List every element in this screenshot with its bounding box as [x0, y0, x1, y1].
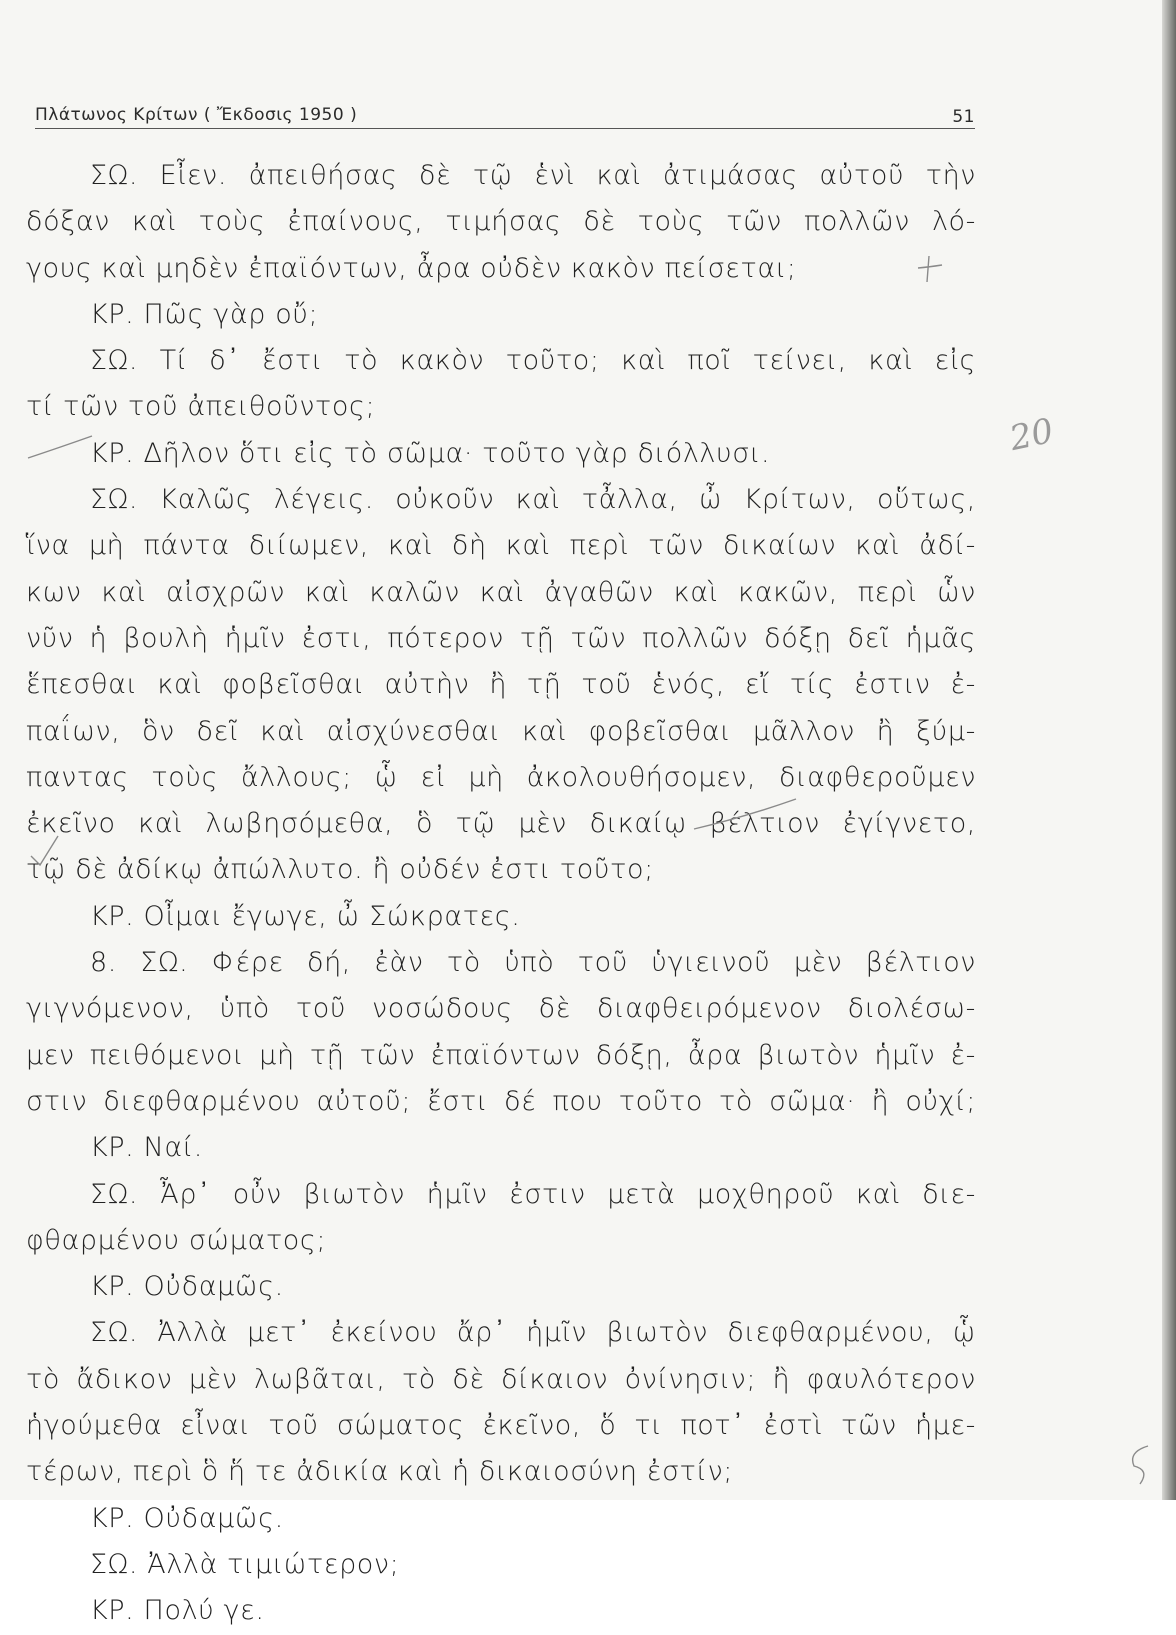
text-line-content: στιν διεφθαρμένου αὐτοῦ; ἔστι δέ που τοῦτο τὸ σῶμα· ἢ οὐχί;: [26, 1085, 976, 1117]
text-line-content: ΚΡ. Οὐδαμῶς.: [90, 1502, 284, 1534]
text-line: [26, 1449, 976, 1495]
text-line-content: δόξαν καὶ τοὺς ἐπαίνους, τιμήσας δὲ τοὺς τῶν πολλῶν λό-: [26, 206, 976, 238]
text-line-content: τῷ δὲ ἀδίκῳ ἀπώλλυτο. ἢ οὐδέν ἐστι τοῦτο;: [26, 854, 654, 886]
text-line-content: φθαρμένου σώματος;: [26, 1224, 327, 1256]
text-line-content: ΣΩ. Ἆρ᾽ οὖν βιωτὸν ἡμῖν ἐστιν μετὰ μοχθηροῦ καὶ διε-: [90, 1178, 976, 1210]
pencil-check-mark: [28, 832, 68, 872]
text-line-content: νῦν ἡ βουλὴ ἡμῖν ἐστι, πότερον τῇ τῶν πολλῶν δόξῃ δεῖ ἡμᾶς: [26, 622, 976, 654]
page-number: 51: [952, 107, 975, 127]
text-line: [26, 1172, 976, 1218]
text-line-content: 8. ΣΩ. Φέρε δή, ἐὰν τὸ ὑπὸ τοῦ ὑγιεινοῦ μὲν βέλτιον: [90, 947, 976, 979]
text-line: [26, 523, 976, 569]
text-line: [26, 570, 976, 616]
page-edge-shadow: [1162, 0, 1176, 1500]
text-line: [26, 384, 976, 430]
pencil-underline-mark: [690, 795, 800, 835]
text-line: [26, 1079, 976, 1125]
text-line: [26, 801, 976, 847]
pencil-dash-mark: [26, 433, 96, 463]
text-line: [26, 1496, 976, 1542]
text-line: [26, 292, 976, 338]
text-line-content: παντας τοὺς ἄλλους; ᾧ εἰ μὴ ἀκολουθήσομεν, διαφθεροῦμεν: [26, 761, 976, 793]
text-line: [26, 1403, 976, 1449]
text-line: [26, 894, 976, 940]
text-line: [26, 755, 976, 801]
text-line: [26, 847, 976, 893]
text-line-content: τί τῶν τοῦ ἀπειθοῦντος;: [26, 391, 376, 423]
text-line-content: ἡγούμεθα εἶναι τοῦ σώματος ἐκεῖνο, ὅ τι ποτ᾽ ἐστὶ τῶν ἡμε-: [26, 1410, 976, 1442]
text-line: [26, 1588, 976, 1634]
text-line-content: ΣΩ. Τί δ᾽ ἔστι τὸ κακὸν τοῦτο; καὶ ποῖ τείνει, καὶ εἰς: [90, 345, 976, 377]
text-line-content: ΣΩ. Εἶεν. ἀπειθήσας δὲ τῷ ἑνὶ καὶ ἀτιμάσας αὐτοῦ τὴν: [90, 160, 976, 191]
text-line-content: ΚΡ. Οἶμαι ἔγωγε, ὦ Σώκρατες.: [90, 900, 521, 932]
text-line: [26, 1033, 976, 1079]
text-line-content: τὸ ἄδικον μὲν λωβᾶται, τὸ δὲ δίκαιον ὀνίνησιν; ἢ φαυλότερον: [26, 1363, 976, 1395]
text-line: [26, 1357, 976, 1403]
text-line-content: παΐων, ὃν δεῖ καὶ αἰσχύνεσθαι καὶ φοβεῖσθαι μᾶλλον ἢ ξύμ-: [26, 715, 976, 747]
text-line-content: ἵνα μὴ πάντα διίωμεν, καὶ δὴ καὶ περὶ τῶν δικαίων καὶ ἀδί-: [26, 530, 976, 562]
text-line-content: ἐκεῖνο καὶ λωβησόμεθα, ὃ τῷ μὲν δικαίῳ βέλτιον ἐγίγνετο,: [26, 808, 976, 840]
text-line-content: ΚΡ. Ναί.: [90, 1132, 203, 1164]
text-line-content: γους καὶ μηδὲν ἐπαϊόντων, ἆρα οὐδὲν κακὸν πείσεται;: [26, 252, 797, 284]
text-line: [26, 153, 976, 199]
text-line-content: ἕπεσθαι καὶ φοβεῖσθαι αὐτὴν ἢ τῇ τοῦ ἑνός, εἴ τίς ἐστιν ἐ-: [26, 669, 976, 701]
text-line-content: ΚΡ. Οὐδαμῶς.: [90, 1271, 284, 1303]
text-line: [26, 1218, 976, 1264]
dialogue-text: [26, 153, 976, 1635]
text-line: [26, 616, 976, 662]
pencil-plus-mark: [915, 252, 945, 286]
text-line-content: ΣΩ. Ἀλλὰ τιμιώτερον;: [90, 1548, 400, 1580]
text-line-content: γιγνόμενον, ὑπὸ τοῦ νοσώδους δὲ διαφθειρόμενον διολέσω-: [26, 993, 976, 1025]
text-line: [26, 986, 976, 1032]
text-line: [26, 199, 976, 245]
text-line-content: ΚΡ. Πῶς γὰρ οὔ;: [90, 298, 319, 330]
text-line: [26, 709, 976, 755]
text-line: [26, 662, 976, 708]
text-line: [26, 246, 976, 292]
running-title: Πλάτωνος Κρίτων ( Ἔκδοσις 1950 ): [35, 105, 358, 125]
text-line: [26, 1310, 976, 1356]
text-line-content: ΣΩ. Ἀλλὰ μετ᾽ ἐκείνου ἄρ᾽ ἡμῖν βιωτὸν διεφθαρμένου, ᾧ: [90, 1317, 976, 1349]
text-line-content: κων καὶ αἰσχρῶν καὶ καλῶν καὶ ἀγαθῶν καὶ κακῶν, περὶ ὧν: [26, 576, 976, 608]
running-header: [35, 101, 975, 131]
text-line-content: ΣΩ. Καλῶς λέγεις. οὐκοῦν καὶ τἆλλα, ὦ Κρίτων, οὕτως,: [90, 484, 976, 516]
text-line: [26, 940, 976, 986]
text-line-content: ΚΡ. Πολύ γε.: [90, 1595, 265, 1627]
text-line: [26, 477, 976, 523]
text-line: [26, 1264, 976, 1310]
pencil-side-number: 20: [1006, 410, 1057, 460]
header-rule: [35, 128, 975, 129]
text-line-content: μεν πειθόμενοι μὴ τῇ τῶν ἐπαϊόντων δόξῃ, ἆρα βιωτὸν ἡμῖν ἐ-: [26, 1039, 976, 1071]
text-line: [26, 338, 976, 384]
text-line: [26, 1125, 976, 1171]
text-line: [26, 1542, 976, 1588]
text-line-content: ΚΡ. Δῆλον ὅτι εἰς τὸ σῶμα· τοῦτο γὰρ διόλλυσι.: [90, 437, 771, 469]
text-line: [26, 431, 976, 477]
text-line-content: τέρων, περὶ ὃ ἥ τε ἀδικία καὶ ἡ δικαιοσύνη ἐστίν;: [26, 1456, 733, 1488]
pencil-corner-mark: [1118, 1440, 1158, 1490]
